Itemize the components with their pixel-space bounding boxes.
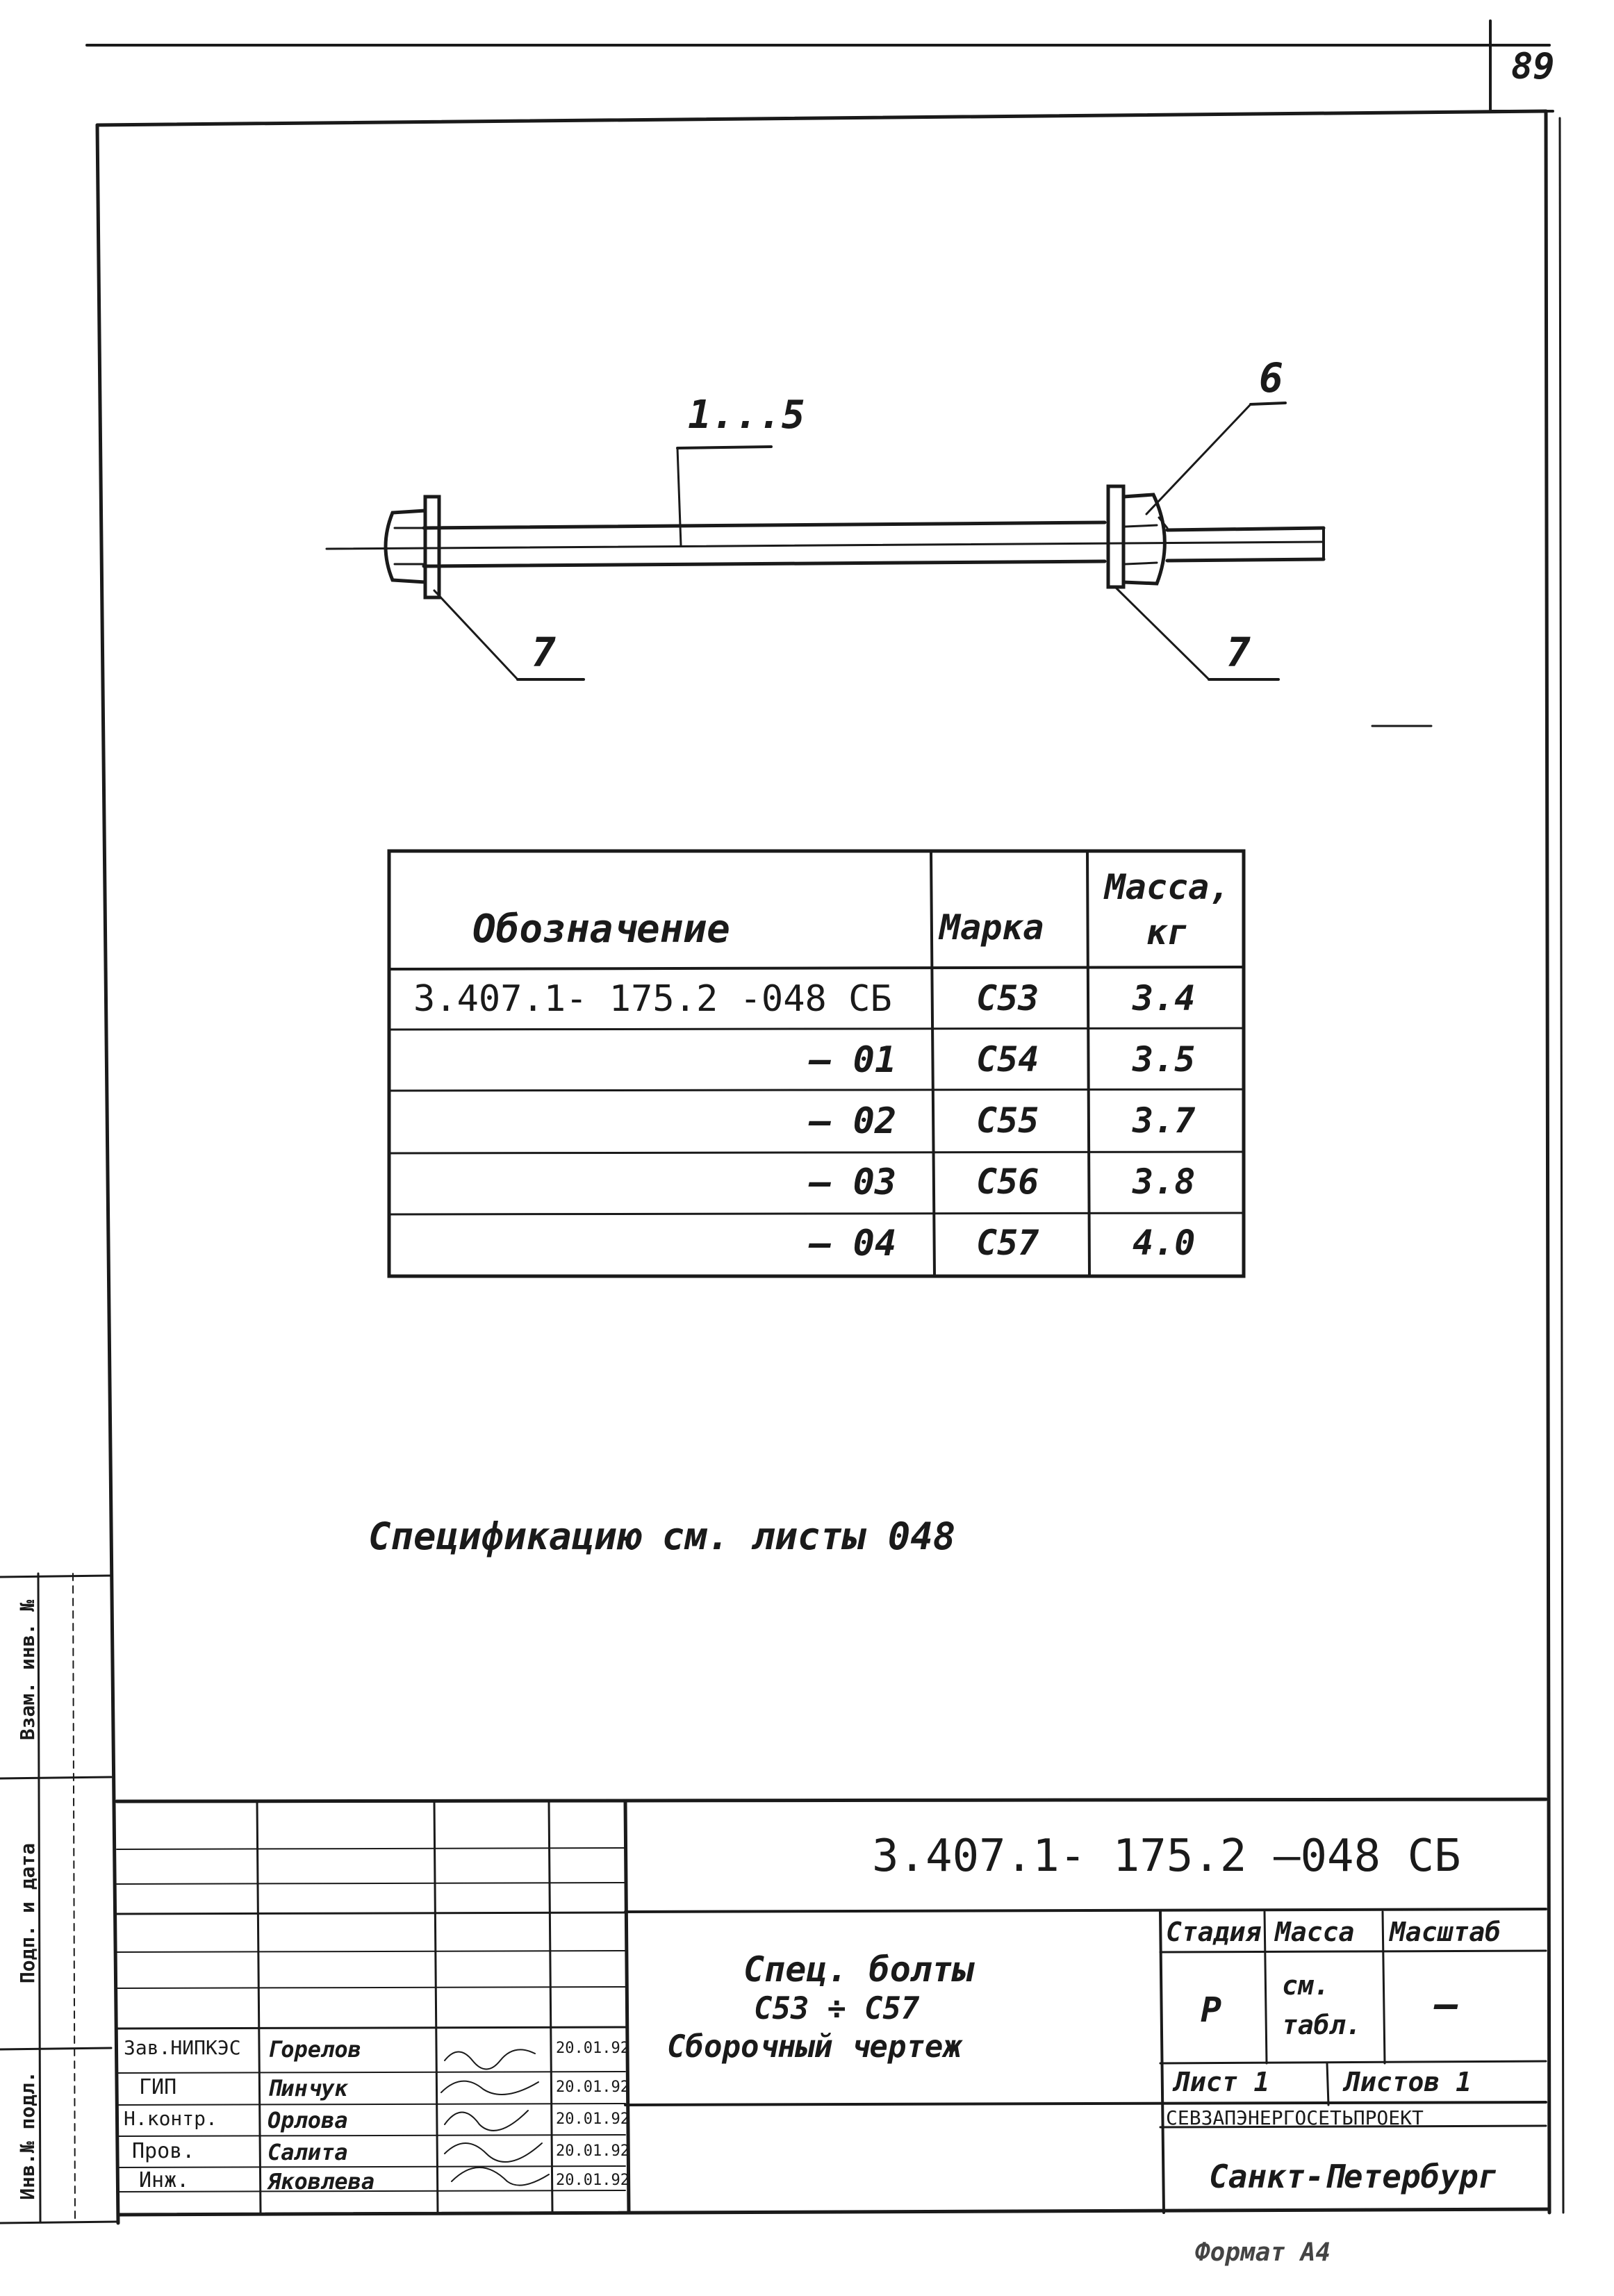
mass-header: Масса bbox=[1275, 1917, 1355, 1947]
row-mass: 3.4 bbox=[1133, 978, 1196, 1018]
row-designation: 3.407.1- 175.2 -048 СБ bbox=[413, 978, 892, 1020]
row-designation: — 02 bbox=[809, 1100, 897, 1142]
sheets-label: Листов 1 bbox=[1344, 2067, 1472, 2097]
signature-date: 20.01.92 bbox=[556, 2111, 629, 2128]
stage-value: Р bbox=[1201, 1990, 1222, 2030]
signature-role: Пров. bbox=[132, 2139, 195, 2163]
margin-label-replace: Взам. инв. № bbox=[16, 1599, 39, 1741]
row-mark: С57 bbox=[976, 1223, 1039, 1263]
signature-date: 20.01.92 bbox=[556, 2172, 629, 2189]
row-mark: С54 bbox=[976, 1039, 1039, 1080]
callout-position-6: 6 bbox=[1259, 354, 1283, 402]
document-code: 3.407.1- 175.2 —048 СБ bbox=[872, 1831, 1461, 1882]
row-designation: — 03 bbox=[809, 1162, 897, 1203]
callout-positions-1-5: 1...5 bbox=[688, 393, 805, 438]
callout-position-7-left: 7 bbox=[532, 629, 556, 676]
scale-header: Масштаб bbox=[1390, 1917, 1501, 1947]
sheet-label: Лист 1 bbox=[1174, 2067, 1270, 2097]
margin-label-inventory: Инв.№ подл. bbox=[16, 2071, 39, 2200]
signature-date: 20.01.92 bbox=[556, 2142, 629, 2160]
signature-name: Салита bbox=[267, 2139, 348, 2165]
row-mark: С53 bbox=[976, 978, 1039, 1018]
row-designation: — 01 bbox=[809, 1039, 897, 1081]
table-header-mass: Масса, кг bbox=[1104, 867, 1230, 952]
callout-position-7-right: 7 bbox=[1226, 629, 1251, 676]
row-mass: 3.5 bbox=[1133, 1039, 1196, 1080]
table-header-mark: Марка bbox=[939, 907, 1044, 948]
row-mass: 3.7 bbox=[1133, 1100, 1196, 1141]
organization: СЕВЗАПЭНЕРГОСЕТЬПРОЕКТ bbox=[1166, 2106, 1424, 2129]
signature-name: Пинчук bbox=[267, 2075, 348, 2101]
signature-name: Горелов bbox=[267, 2036, 361, 2063]
page-number: 89 bbox=[1511, 46, 1555, 88]
mass-value: см. табл. bbox=[1282, 1970, 1362, 2040]
row-mark: С56 bbox=[976, 1162, 1039, 1202]
format-label: Формат А4 bbox=[1195, 2238, 1331, 2267]
row-mark: С55 bbox=[976, 1100, 1039, 1141]
title-line-2: С53 ÷ С57 bbox=[754, 1991, 920, 2026]
title-line-1: Спец. болты bbox=[743, 1949, 974, 1990]
table-header-designation: Обозначение bbox=[472, 907, 730, 952]
signature-role: Инж. bbox=[139, 2168, 190, 2192]
row-designation: — 04 bbox=[809, 1223, 897, 1264]
signature-name: Орлова bbox=[267, 2107, 348, 2133]
signature-name: Яковлева bbox=[267, 2168, 375, 2195]
signature-role: Зав.НИПКЭС bbox=[124, 2036, 241, 2059]
row-mass: 3.8 bbox=[1133, 1162, 1196, 1202]
scale-value: — bbox=[1435, 1982, 1458, 2027]
stage-header: Стадия bbox=[1166, 1917, 1262, 1947]
row-mass: 4.0 bbox=[1133, 1223, 1196, 1263]
signature-date: 20.01.92 bbox=[556, 2079, 629, 2096]
signature-role: ГИП bbox=[139, 2075, 177, 2099]
city: Санкт-Петербург bbox=[1209, 2158, 1498, 2195]
signature-role: Н.контр. bbox=[124, 2107, 217, 2130]
margin-label-sign-date: Подп. и дата bbox=[16, 1842, 39, 1984]
signature-date: 20.01.92 bbox=[556, 2040, 629, 2057]
title-line-3: Сборочный чертеж bbox=[667, 2029, 962, 2065]
specification-note: Спецификацию см. листы 048 bbox=[368, 1514, 956, 1558]
